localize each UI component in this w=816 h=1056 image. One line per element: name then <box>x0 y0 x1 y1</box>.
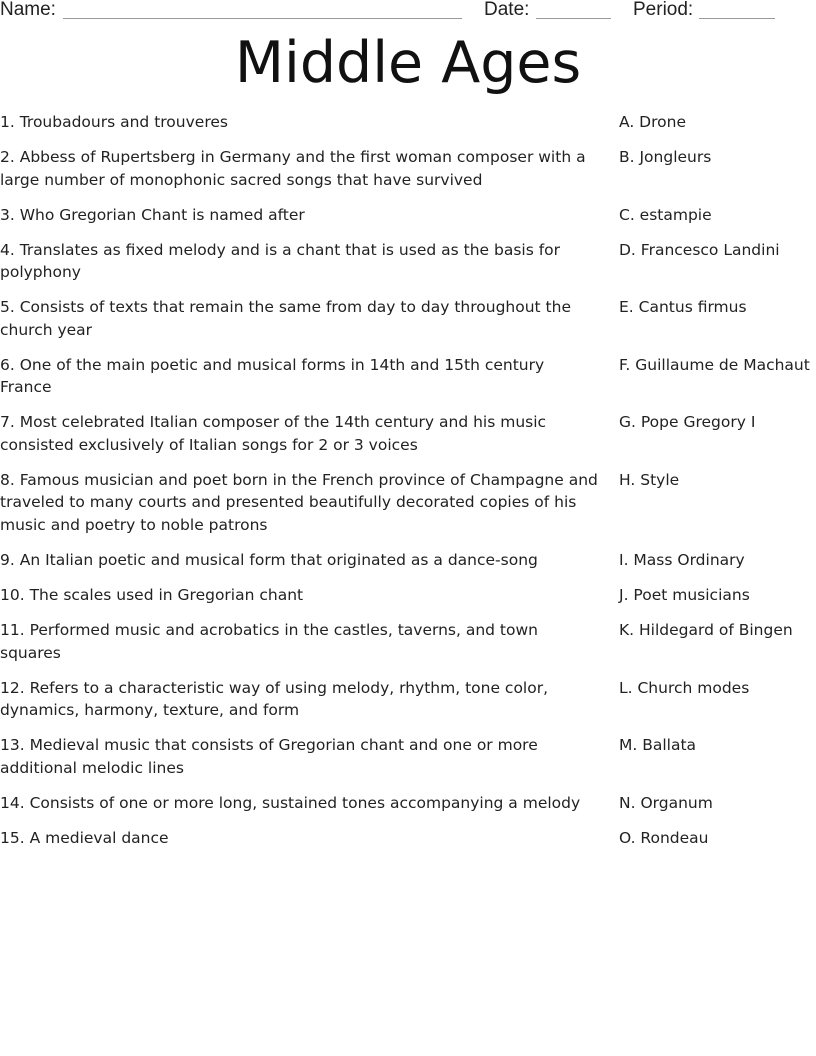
clue-item: 15. A medieval dance <box>0 828 169 847</box>
period-blank[interactable] <box>699 18 775 19</box>
answer-item: D. Francesco Landini <box>619 240 780 259</box>
answer-item: N. Organum <box>619 793 713 812</box>
answer-item: A. Drone <box>619 113 686 131</box>
clue-item: 7. Most celebrated Italian composer of the 14th century and his music consisted exclusively of Italian songs for 2 or 3 voices <box>0 413 547 454</box>
clue-item: 14. Consists of one or more long, sustained tones accompanying a melody <box>0 793 581 812</box>
answer-item: I. Mass Ordinary <box>619 551 745 570</box>
clue-item: 11. Performed music and acrobatics in the castles, taverns, and town squares <box>0 621 538 662</box>
worksheet-header <box>0 0 816 24</box>
period-label: Period: <box>633 0 694 20</box>
clue-item: 5. Consists of texts that remain the same from day to day throughout the church year <box>0 298 571 339</box>
answer-item: C. estampie <box>619 205 712 224</box>
answer-item: H. Style <box>619 470 680 489</box>
clue-item: 8. Famous musician and poet born in the French province of Champagne and traveled to many courts and presented beautifully decorated copies of his music and poetry to noble patrons <box>0 470 598 535</box>
date-blank[interactable] <box>536 18 611 19</box>
answer-item: L. Church modes <box>619 678 750 697</box>
answer-item: G. Pope Gregory I <box>619 413 756 432</box>
answer-item: B. Jongleurs <box>619 147 712 166</box>
page-title: Middle Ages <box>234 30 582 96</box>
clue-item: 2. Abbess of Rupertsberg in Germany and the first woman composer with a large number of monophonic sacred songs that have survived <box>0 147 586 189</box>
clue-item: 1. Troubadours and trouveres <box>0 113 228 131</box>
answer-item: F. Guillaume de Machaut <box>619 355 810 374</box>
clue-item: 10. The scales used in Gregorian chant <box>0 586 304 605</box>
answer-item: K. Hildegard of Bingen <box>619 621 793 639</box>
name-blank[interactable] <box>63 18 462 19</box>
name-label: Name: <box>0 0 56 20</box>
clue-item: 13. Medieval music that consists of Gregorian chant and one or more additional melodic lines <box>0 736 538 777</box>
answer-item: O. Rondeau <box>619 828 709 847</box>
clue-item: 3. Who Gregorian Chant is named after <box>0 205 305 224</box>
date-label: Date: <box>484 0 530 20</box>
clue-item: 9. An Italian poetic and musical form that originated as a dance-song <box>0 551 538 570</box>
answer-item: E. Cantus firmus <box>619 298 747 317</box>
clue-item: 4. Translates as fixed melody and is a chant that is used as the basis for polyphony <box>0 240 561 282</box>
answer-item: M. Ballata <box>619 736 697 755</box>
clue-list <box>0 111 600 862</box>
clue-item: 6. One of the main poetic and musical forms in 14th and 15th century France <box>0 355 545 397</box>
answer-item: J. Poet musicians <box>619 586 750 605</box>
clue-item: 12. Refers to a characteristic way of using melody, rhythm, tone color, dynamics, harmony, texture, and form <box>0 678 549 720</box>
